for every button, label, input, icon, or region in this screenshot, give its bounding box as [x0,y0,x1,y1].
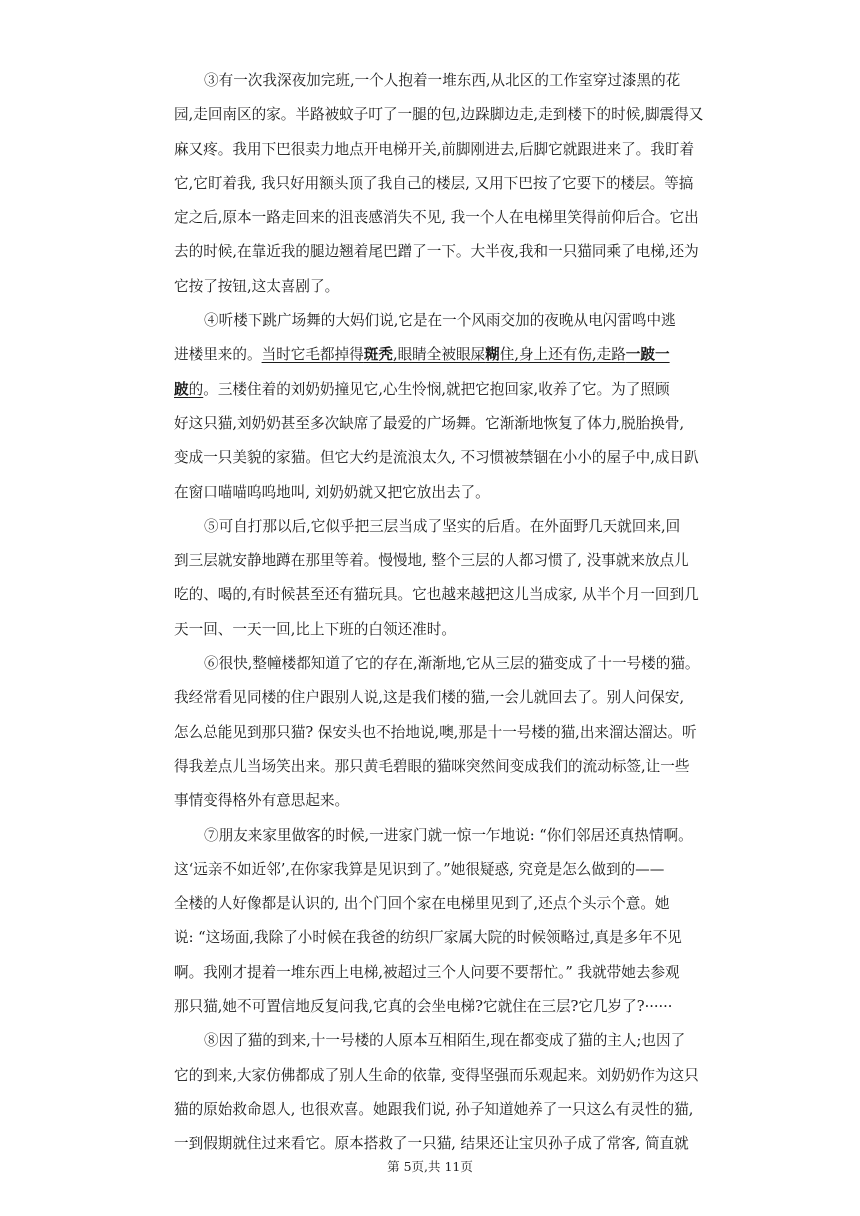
paragraph-line: 变成一只美貌的家猫。但它大约是流浪太久, 不习惯被禁锢在小小的屋子中,成日趴 [174,449,699,467]
paragraph-5 [174,510,722,647]
paragraph-8 [174,1024,722,1161]
paragraph-line: 去的时候,在靠近我的腿边翘着尾巴蹭了一下。大半夜,我和一只猫同乘了电梯,还为 [174,243,699,261]
paragraph-line: 它,它盯着我, 我只好用额头顶了我自己的楼层, 又用下巴按了它要下的楼层。等搞 [174,174,694,192]
paragraph-line: 说: “这场面,我除了小时候在我爸的纺织厂家属大院的时候领略过,真是多年不见 [174,929,682,947]
paragraph-line: 得我差点儿当场笑出来。那只黄毛碧眼的猫咪突然间变成我们的流动标签,让一些 [174,757,690,775]
paragraph-line: ⑧因了猫的到来,十一号楼的人原本互相陌生,现在都变成了猫的主人;也因了 [204,1032,686,1050]
bold-underlined-text: 斑秃 [363,346,393,364]
paragraph-7 [174,819,722,1025]
paragraph-line: 园,走回南区的家。半路被蚊子叮了一腿的包,边跺脚边走,走到楼下的时候,脚震得又 [174,106,704,124]
bold-underlined-text: 一跛一 [625,346,670,364]
underlined-text: 住,身上还有伤,走路 [499,346,626,364]
paragraph-line: ④听楼下跳广场舞的大妈们说,它是在一个风雨交加的夜晚从电闪雷鸣中逃 [204,312,676,330]
paragraph-line: 那只猫,她不可置信地反复问我,它真的会坐电梯?它就住在三层?它几岁了?······ [174,998,673,1016]
paragraph-line-underlined [174,373,722,407]
underlined-text: 的 [188,380,204,398]
paragraph-line: 定之后,原本一路走回来的沮丧感消失不见, 我一个人在电梯里笑得前仰后合。它出 [174,209,699,227]
paragraph-line: ③有一次我深夜加完班,一个人抱着一堆东西,从北区的工作室穿过漆黑的花 [204,72,681,89]
paragraph-line: 到三层就安静地蹲在那里等着。慢慢地, 整个三层的人都习惯了, 没事就来放点儿 [174,552,689,570]
paragraph-line: 我经常看见同楼的住户跟别人说,这是我们楼的猫,一会儿就回去了。别人问保安, [174,689,685,707]
page-number-footer: 第 5页,共 11页 [387,1159,473,1174]
plain-text: 。三楼住着的刘奶奶撞见它,心生怜悯,就把它抱回家,收养了它。为了照顾 [203,380,670,398]
paragraph-line: 吃的、喝的,有时候甚至还有猫玩具。它也越来越把这儿当成家, 从半个月一回到几 [174,586,699,604]
paragraph-line: ⑦朋友来家里做客的时候,一进家门就一惊一乍地说: “你们邻居还真热情啊。 [204,826,693,844]
paragraph-3 [174,64,722,304]
paragraph-line: 啊。我刚才提着一堆东西上电梯,被超过三个人问要不要帮忙。” 我就带她去参观 [174,963,680,981]
plain-text: 进楼里来的。 [174,346,262,364]
paragraph-line: 怎么总能见到那只猫? 保安头也不抬地说,噢,那是十一号楼的猫,出来溜达溜达。听 [174,723,697,741]
paragraph-line: 麻又疼。我用下巴很卖力地点开电梯开关,前脚刚进去,后脚它就跟进来了。我盯着 [174,140,695,158]
paragraph-line: ⑥很快,整幢楼都知道了它的存在,渐渐地,它从三层的猫变成了十一号楼的猫。 [204,655,700,673]
article-body [174,64,722,1162]
paragraph-line: 天一回、一天一回,比上下班的白领还准时。 [174,620,456,638]
paragraph-line: 这‘远亲不如近邻’,在你家我算是见识到了。”她很疑惑, 究竟是怎么做到的—— [174,860,665,878]
paragraph-line: ⑤可自打那以后,它似乎把三层当成了坚实的后盾。在外面野几天就回来,回 [204,517,681,535]
bold-underlined-text: 跛 [174,380,189,398]
underlined-text: 当时它毛都掉得 [261,346,364,364]
paragraph-4 [174,304,722,510]
paragraph-line-underlined [174,338,722,372]
paragraph-line: 事情变得格外有意思起来。 [174,792,350,810]
paragraph-line: 猫的原始救命恩人, 也很欢喜。她跟我们说, 孙子知道她养了一只这么有灵性的猫, [174,1100,694,1118]
paragraph-line: 它按了按钮,这太喜剧了。 [174,277,340,295]
paragraph-line: 全楼的人好像都是认识的, 出个门回个家在电梯里见到了,还点个头示个意。她 [174,895,670,913]
paragraph-6 [174,647,722,818]
paragraph-line: 它的到来,大家仿佛都成了别人生命的依靠, 变得坚强而乐观起来。刘奶奶作为这只 [174,1066,699,1084]
underlined-text: ,眼睛全被眼屎 [392,346,486,364]
paragraph-line: 一到假期就住过来看它。原本搭救了一只猫, 结果还让宝贝孙子成了常客, 简直就 [174,1135,689,1153]
paragraph-line: 好这只猫,刘奶奶甚至多次缺席了最爱的广场舞。它渐渐地恢复了体力,脱胎换骨, [174,414,685,432]
paragraph-line: 在窗口喵喵呜呜地叫, 刘奶奶就又把它放出去了。 [174,483,490,501]
bold-underlined-text: 糊 [485,346,500,364]
